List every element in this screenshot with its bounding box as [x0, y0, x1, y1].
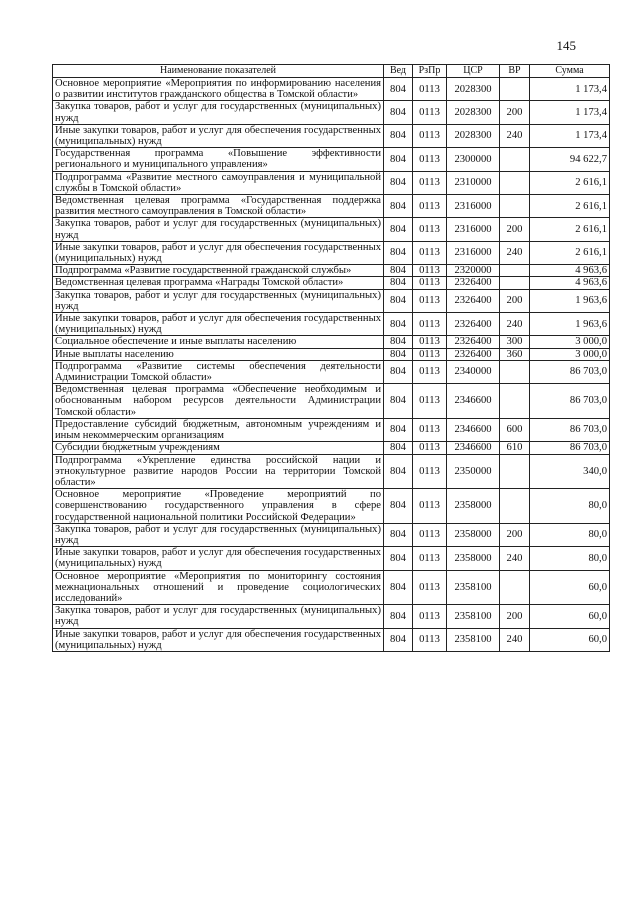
- cell-rzpr: 0113: [413, 171, 447, 194]
- cell-csr: 2350000: [447, 454, 500, 489]
- cell-vr: [500, 265, 530, 277]
- cell-name: Подпрограмма «Развитие местного самоуправления и муниципальной службы в Томской области»: [53, 171, 384, 194]
- cell-vr: [500, 489, 530, 524]
- cell-sum: 2 616,1: [530, 195, 610, 218]
- table-row: [53, 101, 610, 124]
- cell-vr: 240: [500, 313, 530, 336]
- cell-name: Иные закупки товаров, работ и услуг для обеспечения государственных (муниципальных) нужд: [53, 547, 384, 570]
- cell-ved: 804: [384, 277, 413, 289]
- cell-name: Закупка товаров, работ и услуг для государственных (муниципальных) нужд: [53, 289, 384, 312]
- cell-name: Государственная программа «Повышение эффективности регионального и муниципального управления»: [53, 148, 384, 171]
- cell-ved: 804: [384, 628, 413, 651]
- cell-ved: 804: [384, 523, 413, 546]
- cell-sum: 86 703,0: [530, 360, 610, 383]
- cell-sum: 4 963,6: [530, 265, 610, 277]
- cell-sum: 86 703,0: [530, 442, 610, 454]
- table-header: [53, 65, 610, 78]
- header-rzpr: РзПр: [413, 65, 447, 78]
- cell-vr: [500, 148, 530, 171]
- cell-ved: 804: [384, 360, 413, 383]
- cell-ved: 804: [384, 336, 413, 348]
- cell-sum: 60,0: [530, 570, 610, 605]
- cell-csr: 2340000: [447, 360, 500, 383]
- cell-name: Закупка товаров, работ и услуг для государственных (муниципальных) нужд: [53, 218, 384, 241]
- cell-vr: 240: [500, 241, 530, 264]
- cell-name: Основное мероприятие «Мероприятия по мониторингу состояния межнациональных отношений и проведение социологических исследований»: [53, 570, 384, 605]
- cell-sum: 86 703,0: [530, 418, 610, 441]
- table-row: [53, 171, 610, 194]
- cell-ved: 804: [384, 78, 413, 101]
- cell-csr: 2320000: [447, 265, 500, 277]
- cell-csr: 2326400: [447, 313, 500, 336]
- cell-vr: [500, 570, 530, 605]
- table-row: [53, 195, 610, 218]
- cell-vr: 240: [500, 547, 530, 570]
- cell-name: Подпрограмма «Развитие государственной гражданской службы»: [53, 265, 384, 277]
- header-row: [53, 65, 610, 78]
- cell-csr: 2310000: [447, 171, 500, 194]
- cell-ved: 804: [384, 547, 413, 570]
- cell-ved: 804: [384, 265, 413, 277]
- cell-vr: 200: [500, 523, 530, 546]
- cell-csr: 2358100: [447, 628, 500, 651]
- cell-vr: [500, 195, 530, 218]
- cell-sum: 2 616,1: [530, 218, 610, 241]
- cell-sum: 1 173,4: [530, 101, 610, 124]
- cell-csr: 2316000: [447, 195, 500, 218]
- cell-csr: 2326400: [447, 336, 500, 348]
- cell-vr: [500, 277, 530, 289]
- table-row: [53, 442, 610, 454]
- cell-csr: 2326400: [447, 277, 500, 289]
- cell-rzpr: 0113: [413, 241, 447, 264]
- cell-rzpr: 0113: [413, 124, 447, 147]
- cell-vr: 300: [500, 336, 530, 348]
- table-row: [53, 78, 610, 101]
- cell-vr: 240: [500, 628, 530, 651]
- cell-sum: 1 963,6: [530, 289, 610, 312]
- cell-sum: 80,0: [530, 523, 610, 546]
- cell-vr: 200: [500, 605, 530, 628]
- cell-sum: 2 616,1: [530, 241, 610, 264]
- cell-ved: 804: [384, 384, 413, 419]
- cell-sum: 80,0: [530, 547, 610, 570]
- cell-sum: 4 963,6: [530, 277, 610, 289]
- cell-vr: 240: [500, 124, 530, 147]
- cell-sum: 1 173,4: [530, 124, 610, 147]
- table-row: [53, 570, 610, 605]
- cell-rzpr: 0113: [413, 265, 447, 277]
- cell-rzpr: 0113: [413, 336, 447, 348]
- cell-sum: 1 173,4: [530, 78, 610, 101]
- header-sum: Сумма: [530, 65, 610, 78]
- cell-sum: 3 000,0: [530, 348, 610, 360]
- cell-ved: 804: [384, 570, 413, 605]
- cell-rzpr: 0113: [413, 628, 447, 651]
- table-row: [53, 289, 610, 312]
- cell-sum: 94 622,7: [530, 148, 610, 171]
- cell-sum: 60,0: [530, 628, 610, 651]
- table-body: [53, 78, 610, 652]
- cell-sum: 340,0: [530, 454, 610, 489]
- table-row: [53, 628, 610, 651]
- cell-ved: 804: [384, 148, 413, 171]
- cell-name: Закупка товаров, работ и услуг для государственных (муниципальных) нужд: [53, 523, 384, 546]
- table-row: [53, 241, 610, 264]
- cell-rzpr: 0113: [413, 605, 447, 628]
- cell-rzpr: 0113: [413, 442, 447, 454]
- table-row: [53, 218, 610, 241]
- cell-rzpr: 0113: [413, 547, 447, 570]
- cell-csr: 2346600: [447, 442, 500, 454]
- table-row: [53, 384, 610, 419]
- cell-name: Иные закупки товаров, работ и услуг для обеспечения государственных (муниципальных) нужд: [53, 628, 384, 651]
- header-ved: Вед: [384, 65, 413, 78]
- cell-sum: 3 000,0: [530, 336, 610, 348]
- cell-name: Иные закупки товаров, работ и услуг для обеспечения государственных (муниципальных) нужд: [53, 241, 384, 264]
- cell-csr: 2028300: [447, 124, 500, 147]
- cell-sum: 80,0: [530, 489, 610, 524]
- cell-name: Иные закупки товаров, работ и услуг для обеспечения государственных (муниципальных) нужд: [53, 124, 384, 147]
- cell-rzpr: 0113: [413, 489, 447, 524]
- cell-name: Подпрограмма «Укрепление единства российской нации и этнокультурное развитие народов России на территории Томской области»: [53, 454, 384, 489]
- cell-name: Социальное обеспечение и иные выплаты населению: [53, 336, 384, 348]
- cell-name: Иные выплаты населению: [53, 348, 384, 360]
- page-number: 145: [556, 38, 576, 53]
- cell-csr: 2028300: [447, 78, 500, 101]
- cell-sum: 2 616,1: [530, 171, 610, 194]
- cell-vr: 360: [500, 348, 530, 360]
- cell-rzpr: 0113: [413, 418, 447, 441]
- cell-rzpr: 0113: [413, 277, 447, 289]
- table-row: [53, 348, 610, 360]
- cell-name: Субсидии бюджетным учреждениям: [53, 442, 384, 454]
- cell-vr: 200: [500, 101, 530, 124]
- cell-vr: 600: [500, 418, 530, 441]
- table-row: [53, 265, 610, 277]
- header-name: Наименование показателей: [53, 65, 384, 78]
- table-row: [53, 547, 610, 570]
- cell-rzpr: 0113: [413, 454, 447, 489]
- table-row: [53, 454, 610, 489]
- cell-ved: 804: [384, 442, 413, 454]
- cell-name: Ведомственная целевая программа «Обеспечение необходимым и обоснованным набором ресурсов деятельности Администрации Томской области»: [53, 384, 384, 419]
- cell-ved: 804: [384, 454, 413, 489]
- cell-csr: 2316000: [447, 241, 500, 264]
- cell-csr: 2346600: [447, 384, 500, 419]
- cell-rzpr: 0113: [413, 348, 447, 360]
- cell-csr: 2346600: [447, 418, 500, 441]
- cell-rzpr: 0113: [413, 78, 447, 101]
- table-row: [53, 605, 610, 628]
- cell-name: Ведомственная целевая программа «Государственная поддержка развития местного самоуправления в Томской области»: [53, 195, 384, 218]
- cell-ved: 804: [384, 171, 413, 194]
- cell-csr: 2358000: [447, 547, 500, 570]
- cell-name: Закупка товаров, работ и услуг для государственных (муниципальных) нужд: [53, 605, 384, 628]
- cell-csr: 2316000: [447, 218, 500, 241]
- cell-name: Основное мероприятие «Проведение мероприятий по совершенствованию государственного управления в сфере государственной национальной политики Российской Федерации»: [53, 489, 384, 524]
- table-row: [53, 523, 610, 546]
- table-row: [53, 313, 610, 336]
- cell-vr: [500, 360, 530, 383]
- cell-vr: 610: [500, 442, 530, 454]
- cell-vr: [500, 384, 530, 419]
- cell-vr: [500, 78, 530, 101]
- header-csr: ЦСР: [447, 65, 500, 78]
- cell-csr: 2358000: [447, 523, 500, 546]
- cell-csr: 2300000: [447, 148, 500, 171]
- cell-ved: 804: [384, 101, 413, 124]
- cell-csr: 2358100: [447, 570, 500, 605]
- table-row: [53, 336, 610, 348]
- cell-ved: 804: [384, 124, 413, 147]
- cell-ved: 804: [384, 241, 413, 264]
- cell-vr: [500, 454, 530, 489]
- cell-name: Закупка товаров, работ и услуг для государственных (муниципальных) нужд: [53, 101, 384, 124]
- cell-vr: 200: [500, 218, 530, 241]
- cell-ved: 804: [384, 348, 413, 360]
- cell-ved: 804: [384, 313, 413, 336]
- cell-name: Ведомственная целевая программа «Награды Томской области»: [53, 277, 384, 289]
- cell-name: Иные закупки товаров, работ и услуг для обеспечения государственных (муниципальных) нужд: [53, 313, 384, 336]
- cell-ved: 804: [384, 195, 413, 218]
- cell-ved: 804: [384, 605, 413, 628]
- cell-csr: 2326400: [447, 348, 500, 360]
- cell-csr: 2358100: [447, 605, 500, 628]
- cell-name: Подпрограмма «Развитие системы обеспечения деятельности Администрации Томской области»: [53, 360, 384, 383]
- cell-ved: 804: [384, 289, 413, 312]
- cell-name: Предоставление субсидий бюджетным, автономным учреждениям и иным некоммерческим организациям: [53, 418, 384, 441]
- table-row: [53, 124, 610, 147]
- cell-csr: 2028300: [447, 101, 500, 124]
- table-row: [53, 489, 610, 524]
- cell-rzpr: 0113: [413, 360, 447, 383]
- header-vr: ВР: [500, 65, 530, 78]
- cell-name: Основное мероприятие «Мероприятия по информированию населения о развитии институтов гражданского общества в Томской области»: [53, 78, 384, 101]
- cell-vr: 200: [500, 289, 530, 312]
- cell-rzpr: 0113: [413, 148, 447, 171]
- table-row: [53, 418, 610, 441]
- cell-ved: 804: [384, 489, 413, 524]
- cell-rzpr: 0113: [413, 195, 447, 218]
- cell-rzpr: 0113: [413, 101, 447, 124]
- cell-vr: [500, 171, 530, 194]
- table-row: [53, 148, 610, 171]
- cell-ved: 804: [384, 218, 413, 241]
- table-row: [53, 277, 610, 289]
- cell-rzpr: 0113: [413, 523, 447, 546]
- cell-rzpr: 0113: [413, 289, 447, 312]
- cell-ved: 804: [384, 418, 413, 441]
- cell-sum: 1 963,6: [530, 313, 610, 336]
- cell-rzpr: 0113: [413, 384, 447, 419]
- budget-table: [52, 64, 610, 652]
- cell-csr: 2358000: [447, 489, 500, 524]
- cell-rzpr: 0113: [413, 218, 447, 241]
- cell-csr: 2326400: [447, 289, 500, 312]
- cell-sum: 60,0: [530, 605, 610, 628]
- cell-rzpr: 0113: [413, 313, 447, 336]
- table-row: [53, 360, 610, 383]
- cell-sum: 86 703,0: [530, 384, 610, 419]
- cell-rzpr: 0113: [413, 570, 447, 605]
